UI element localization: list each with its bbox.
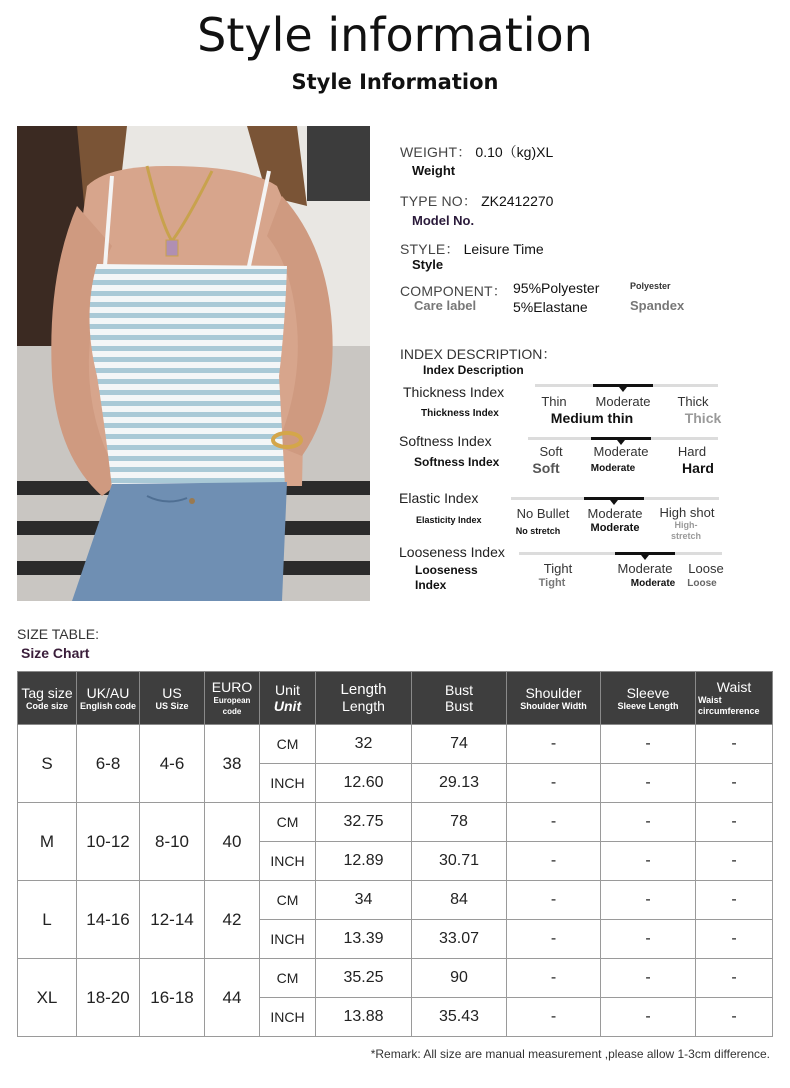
euro-size-cell: 40 bbox=[205, 803, 260, 881]
component-sub-2: Spandex bbox=[630, 298, 685, 313]
type-no-row bbox=[400, 191, 553, 211]
elastic-option-moderate: Moderate bbox=[587, 506, 643, 521]
thickness-option-thin: Thin bbox=[541, 394, 567, 409]
col-euro: EURO European code bbox=[205, 672, 260, 725]
tag-size-cell: S bbox=[18, 725, 77, 803]
sleeve-cell: - bbox=[601, 842, 696, 881]
sleeve-cell: - bbox=[601, 920, 696, 959]
tag-size-cell: L bbox=[18, 881, 77, 959]
thickness-option-thick: Thick bbox=[677, 394, 709, 409]
looseness-sub-moderate: Moderate bbox=[630, 578, 676, 589]
component-key: COMPONENT： bbox=[400, 283, 507, 299]
tag-size-cell: XL bbox=[18, 959, 77, 1037]
waist-cell: - bbox=[696, 998, 773, 1037]
length-cell: 12.89 bbox=[316, 842, 412, 881]
elastic-sub-no-stretch: No stretch bbox=[515, 526, 561, 536]
unit-cell: INCH bbox=[260, 998, 316, 1037]
looseness-index-label: Looseness Index bbox=[399, 544, 505, 560]
col-waist: Waist Waist circumference bbox=[696, 672, 773, 725]
waist-cell: - bbox=[696, 803, 773, 842]
table-row bbox=[18, 803, 773, 842]
size-table-heading: SIZE TABLE: bbox=[17, 626, 99, 642]
col-sleeve: Sleeve Sleeve Length bbox=[601, 672, 696, 725]
sleeve-cell: - bbox=[601, 998, 696, 1037]
shoulder-cell: - bbox=[507, 803, 601, 842]
page-title: Style information bbox=[197, 8, 593, 62]
unit-cell: INCH bbox=[260, 842, 316, 881]
us-size-cell: 16-18 bbox=[140, 959, 205, 1037]
us-size-cell: 4-6 bbox=[140, 725, 205, 803]
style-value: Leisure Time bbox=[463, 241, 544, 257]
length-cell: 34 bbox=[316, 881, 412, 920]
unit-cell: CM bbox=[260, 725, 316, 764]
softness-option-soft: Soft bbox=[539, 444, 563, 459]
shoulder-cell: - bbox=[507, 920, 601, 959]
softness-option-hard: Hard bbox=[677, 444, 707, 459]
waist-cell: - bbox=[696, 881, 773, 920]
unit-cell: CM bbox=[260, 803, 316, 842]
uk-size-cell: 10-12 bbox=[77, 803, 140, 881]
bust-cell: 90 bbox=[412, 959, 507, 998]
looseness-sub-tight: Tight bbox=[538, 577, 566, 589]
length-cell: 13.39 bbox=[316, 920, 412, 959]
us-size-cell: 8-10 bbox=[140, 803, 205, 881]
length-cell: 35.25 bbox=[316, 959, 412, 998]
euro-size-cell: 38 bbox=[205, 725, 260, 803]
remark-note: *Remark: All size are manual measurement ,please allow 1-3cm difference. bbox=[370, 1047, 770, 1061]
softness-sub-hard: Hard bbox=[682, 460, 714, 476]
thickness-index-sub: Thickness Index bbox=[421, 408, 499, 419]
type-no-key: TYPE NO： bbox=[400, 193, 478, 209]
elastic-option-high-shot: High shot bbox=[659, 505, 715, 520]
unit-cell: INCH bbox=[260, 764, 316, 803]
sleeve-cell: - bbox=[601, 803, 696, 842]
weight-sub: Weight bbox=[412, 163, 456, 178]
softness-sub-soft: Soft bbox=[532, 460, 560, 476]
index-description-heading: INDEX DESCRIPTION： bbox=[400, 346, 557, 362]
col-bust: Bust Bust bbox=[412, 672, 507, 725]
bust-cell: 84 bbox=[412, 881, 507, 920]
bust-cell: 30.71 bbox=[412, 842, 507, 881]
waist-cell: - bbox=[696, 764, 773, 803]
uk-size-cell: 18-20 bbox=[77, 959, 140, 1037]
shoulder-cell: - bbox=[507, 881, 601, 920]
us-size-cell: 12-14 bbox=[140, 881, 205, 959]
length-cell: 13.88 bbox=[316, 998, 412, 1037]
waist-cell: - bbox=[696, 920, 773, 959]
weight-row bbox=[400, 142, 553, 162]
thickness-index-label: Thickness Index bbox=[403, 384, 505, 400]
care-label: Care label bbox=[414, 298, 477, 313]
softness-index-sub: Softness Index bbox=[414, 455, 500, 469]
uk-size-cell: 6-8 bbox=[77, 725, 140, 803]
weight-value: 0.10（kg)XL bbox=[475, 144, 554, 160]
bust-cell: 29.13 bbox=[412, 764, 507, 803]
tag-size-cell: M bbox=[18, 803, 77, 881]
length-cell: 12.60 bbox=[316, 764, 412, 803]
sleeve-cell: - bbox=[601, 959, 696, 998]
col-shoulder: Shoulder Shoulder Width bbox=[507, 672, 601, 725]
elastic-option-no-bullet: No Bullet bbox=[516, 506, 570, 521]
type-no-sub: Model No. bbox=[412, 213, 475, 228]
bust-cell: 78 bbox=[412, 803, 507, 842]
product-photo-illustration bbox=[17, 126, 370, 601]
unit-cell: INCH bbox=[260, 920, 316, 959]
type-no-value: ZK2412270 bbox=[481, 193, 554, 209]
weight-key: WEIGHT： bbox=[400, 144, 472, 160]
col-us: US US Size bbox=[140, 672, 205, 725]
style-sub: Style bbox=[412, 257, 444, 272]
uk-size-cell: 14-16 bbox=[77, 881, 140, 959]
looseness-option-moderate: Moderate bbox=[617, 561, 673, 576]
size-table bbox=[17, 671, 773, 1037]
looseness-index-sub-1: Looseness bbox=[415, 563, 478, 577]
thickness-marker bbox=[619, 387, 627, 392]
length-cell: 32 bbox=[316, 725, 412, 764]
component-value-1: 95%Polyester bbox=[513, 280, 600, 296]
shoulder-cell: - bbox=[507, 842, 601, 881]
product-photo bbox=[17, 126, 370, 601]
sleeve-cell: - bbox=[601, 764, 696, 803]
col-length: Length Length bbox=[316, 672, 412, 725]
looseness-option-tight: Tight bbox=[543, 561, 573, 576]
looseness-sub-loose: Loose bbox=[687, 578, 717, 589]
looseness-option-loose: Loose bbox=[688, 561, 724, 576]
thickness-sub-thick: Thick bbox=[684, 410, 722, 426]
style-row bbox=[400, 239, 544, 259]
size-table-header-row bbox=[18, 672, 773, 725]
shoulder-cell: - bbox=[507, 725, 601, 764]
component-value-2: 5%Elastane bbox=[513, 299, 588, 315]
thickness-option-moderate: Moderate bbox=[595, 394, 651, 409]
length-cell: 32.75 bbox=[316, 803, 412, 842]
softness-index-label: Softness Index bbox=[399, 433, 492, 449]
bust-cell: 35.43 bbox=[412, 998, 507, 1037]
unit-cell: CM bbox=[260, 959, 316, 998]
softness-option-moderate: Moderate bbox=[593, 444, 649, 459]
looseness-marker bbox=[641, 555, 649, 560]
style-key: STYLE： bbox=[400, 241, 460, 257]
waist-cell: - bbox=[696, 725, 773, 764]
elastic-index-sub: Elasticity Index bbox=[416, 515, 482, 525]
shoulder-cell: - bbox=[507, 959, 601, 998]
bust-cell: 33.07 bbox=[412, 920, 507, 959]
shoulder-cell: - bbox=[507, 764, 601, 803]
col-unit: Unit Unit bbox=[260, 672, 316, 725]
component-sub-1: Polyester bbox=[630, 281, 671, 291]
bust-cell: 74 bbox=[412, 725, 507, 764]
elastic-sub-high: High- bbox=[674, 520, 698, 530]
table-row bbox=[18, 881, 773, 920]
table-row bbox=[18, 725, 773, 764]
looseness-index-sub-2: Index bbox=[415, 578, 447, 592]
unit-cell: CM bbox=[260, 881, 316, 920]
elastic-sub-moderate: Moderate bbox=[590, 522, 640, 534]
elastic-index-label: Elastic Index bbox=[399, 490, 479, 506]
waist-cell: - bbox=[696, 842, 773, 881]
waist-cell: - bbox=[696, 959, 773, 998]
col-uk-au: UK/AU English code bbox=[77, 672, 140, 725]
thickness-sub-medium-thin: Medium thin bbox=[550, 410, 634, 426]
sleeve-cell: - bbox=[601, 881, 696, 920]
page-subtitle: Style Information bbox=[291, 70, 499, 94]
euro-size-cell: 42 bbox=[205, 881, 260, 959]
elastic-marker bbox=[610, 500, 618, 505]
shoulder-cell: - bbox=[507, 998, 601, 1037]
softness-sub-moderate: Moderate bbox=[590, 463, 636, 474]
table-row bbox=[18, 959, 773, 998]
sleeve-cell: - bbox=[601, 725, 696, 764]
elastic-sub-stretch: stretch bbox=[670, 531, 701, 541]
euro-size-cell: 44 bbox=[205, 959, 260, 1037]
index-description-sub: Index Description bbox=[423, 363, 524, 377]
col-tag-size: Tag size Code size bbox=[18, 672, 77, 725]
size-chart-sub: Size Chart bbox=[21, 645, 90, 661]
